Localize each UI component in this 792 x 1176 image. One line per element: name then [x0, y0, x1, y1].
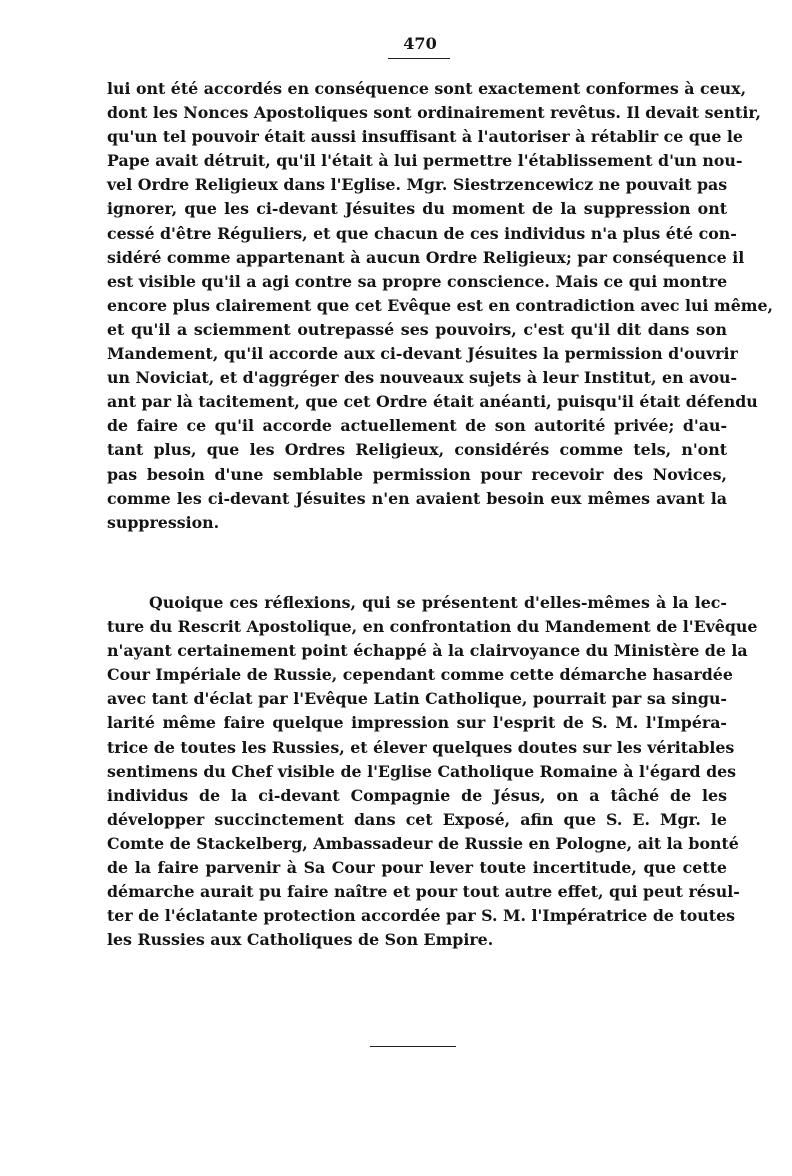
text-line: individus de la ci-devant Compagnie de Jésus, on a tâché de les [107, 785, 727, 805]
text-line: ignorer, que les ci-devant Jésuites du moment de la suppression ont [107, 199, 727, 219]
text-line: de faire ce qu'il accorde actuellement de son autorité privée; d'au- [107, 416, 727, 436]
text-line: sentimens du Chef visible de l'Eglise Catholique Romaine à l'égard des [107, 761, 737, 781]
text-line: avec tant d'éclat par l'Evêque Latin Catholique, pourrait par sa singu- [107, 689, 727, 709]
text-line: cessé d'être Réguliers, et que chacun de ces individus n'a plus été con- [107, 223, 737, 243]
end-rule [370, 1046, 456, 1047]
text-line: sidéré comme appartenant à aucun Ordre Religieux; par conséquence il [107, 247, 745, 267]
text-line: Cour Impériale de Russie, cependant comme cette démarche hasardée [107, 665, 733, 685]
text-line: larité même faire quelque impression sur l'esprit de S. M. l'Impéra- [107, 713, 727, 733]
text-line: encore plus clairement que cet Evêque est en contradiction avec lui même, [107, 295, 774, 315]
text-line: n'ayant certainement point échappé à la clairvoyance du Ministère de la [107, 641, 748, 661]
text-line: Comte de Stackelberg, Ambassadeur de Russie en Pologne, ait la bonté [107, 833, 739, 853]
text-line: dont les Nonces Apostoliques sont ordinairement revêtus. Il devait sentir, [107, 103, 762, 123]
text-line: trice de toutes les Russies, et élever quelques doutes sur les véritables [107, 737, 735, 757]
text-line: Pape avait détruit, qu'il l'était à lui permettre l'établissement d'un nou- [107, 151, 743, 171]
text-line: tant plus, que les Ordres Religieux, considérés comme tels, n'ont [107, 440, 727, 460]
text-line: et qu'il a sciemment outrepassé ses pouvoirs, c'est qu'il dit dans son [107, 319, 727, 339]
text-line: développer succinctement dans cet Exposé, afin que S. E. Mgr. le [107, 809, 727, 829]
text-line: vel Ordre Religieux dans l'Eglise. Mgr. Siestrzencewicz ne pouvait pas [107, 175, 728, 195]
text-line: qu'un tel pouvoir était aussi insuffisant à l'autoriser à rétablir ce que le [107, 127, 743, 147]
page-number-rule [388, 58, 450, 59]
text-line: suppression. [107, 512, 220, 532]
text-line: les Russies aux Catholiques de Son Empire. [107, 930, 494, 950]
text-line: ter de l'éclatante protection accordée par S. M. l'Impératrice de toutes [107, 906, 736, 926]
text-line: ant par là tacitement, que cet Ordre était anéanti, puisqu'il était défendu [107, 392, 758, 412]
text-line: Quoique ces réflexions, qui se présentent d'elles-mêmes à la lec- [149, 593, 727, 612]
text-line: de la faire parvenir à Sa Cour pour lever toute incertitude, que cette [107, 858, 727, 878]
page-number: 470 [403, 34, 437, 53]
text-line: pas besoin d'une semblable permission pour recevoir des Novices, [107, 464, 727, 484]
text-line: démarche aurait pu faire naître et pour tout autre effet, qui peut résul- [107, 882, 740, 902]
text-line: comme les ci-devant Jésuites n'en avaient besoin eux mêmes avant la [107, 488, 727, 508]
text-line: Mandement, qu'il accorde aux ci-devant Jésuites la permission d'ouvrir [107, 344, 738, 364]
text-line: est visible qu'il a agi contre sa propre conscience. Mais ce qui montre [107, 271, 728, 291]
paragraph-2 [107, 591, 758, 952]
text-line: un Noviciat, et d'aggréger des nouveaux sujets à leur Institut, en avou- [107, 368, 738, 388]
text-line: lui ont été accordés en conséquence sont exactement conformes à ceux, [107, 79, 747, 98]
text-line: ture du Rescrit Apostolique, en confrontation du Mandement de l'Evêque [107, 617, 758, 637]
paragraph-1 [107, 77, 774, 535]
